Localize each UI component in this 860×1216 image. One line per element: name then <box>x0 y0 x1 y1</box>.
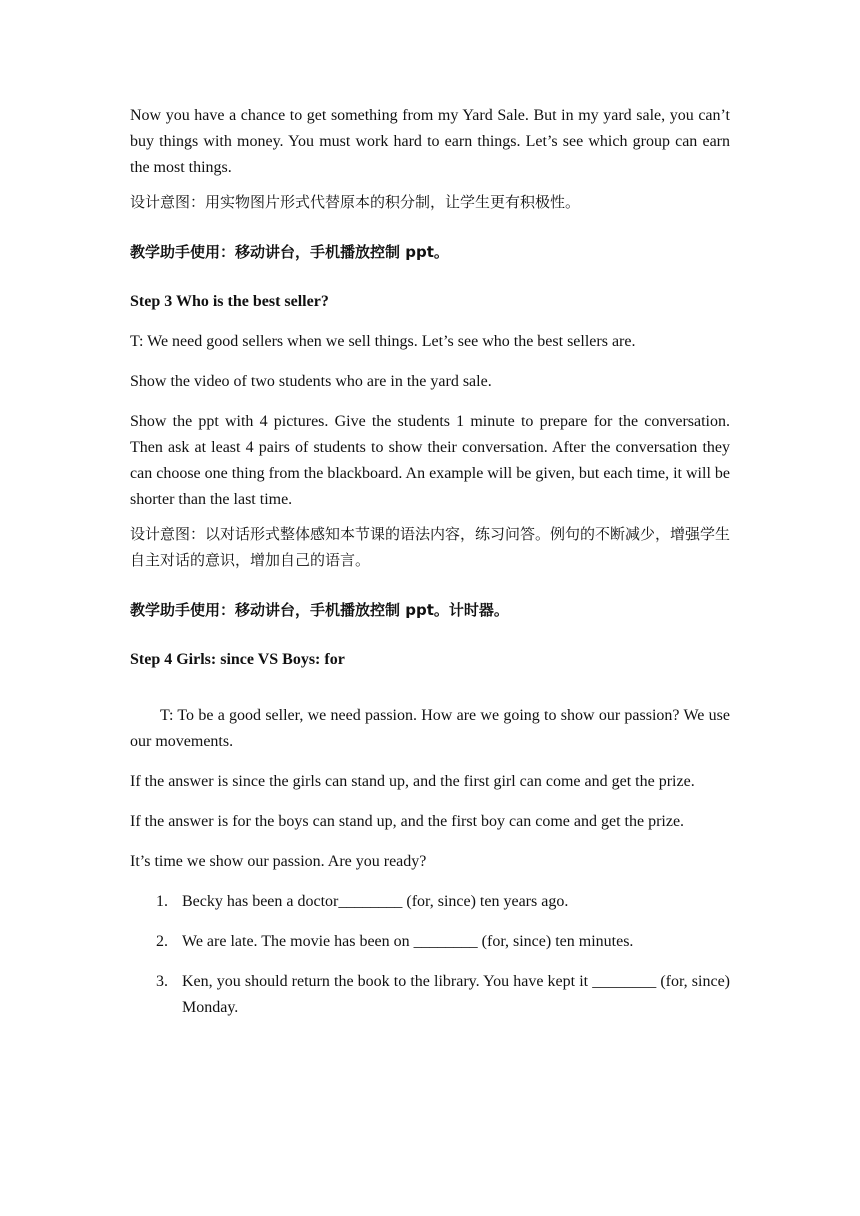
step-4-heading: Step 4 Girls: since VS Boys: for <box>130 651 345 668</box>
list-item <box>130 969 730 1021</box>
teacher-line-sellers: T: We need good sellers when we sell things. Let’s see who the best sellers are. <box>130 333 636 350</box>
document-page <box>130 103 730 1021</box>
list-item-number: 1. <box>156 893 168 910</box>
list-item <box>130 929 730 955</box>
design-intent-note: 设计意图：用实物图片形式代替原本的积分制，让学生更有积极性。 <box>130 193 581 211</box>
design-intent-note-2: 设计意图：以对话形式整体感知本节课的语法内容，练习问答。例句的不断减少，增强学生自主对话的意识，增加自己的语言。 <box>130 525 731 569</box>
intro-paragraph: Now you have a chance to get something from my Yard Sale. But in my yard sale, you can’t buy things with money. You must work hard to earn things. Let’s see which group can earn the most things. <box>130 107 730 176</box>
list-item-number: 3. <box>156 973 168 990</box>
list-item-text: Ken, you should return the book to the library. You have kept it ________ (for, since) Monday. <box>182 973 730 1016</box>
conversation-instruction: Show the ppt with 4 pictures. Give the students 1 minute to prepare for the conversation. Then ask at least 4 pairs of students to show their conversation. After the conversation they can choose one thing from the blackboard. An example will be given, but each time, it will be shorter than the last time. <box>130 413 730 508</box>
list-item-text: Becky has been a doctor________ (for, since) ten years ago. <box>182 893 569 910</box>
ready-prompt: It’s time we show our passion. Are you ready? <box>130 853 427 870</box>
list-item-text: We are late. The movie has been on ________ (for, since) ten minutes. <box>182 933 634 950</box>
video-instruction: Show the video of two students who are in the yard sale. <box>130 373 492 390</box>
exercise-list <box>130 889 730 1021</box>
teacher-line-passion: T: To be a good seller, we need passion. How are we going to show our passion? We use our movements. <box>130 707 730 750</box>
teaching-assistant-note-2: 教学助手使用：移动讲台，手机播放控制 ppt。计时器。 <box>130 601 509 619</box>
list-item-number: 2. <box>156 933 168 950</box>
step-3-heading: Step 3 Who is the best seller? <box>130 293 329 310</box>
since-rule: If the answer is since the girls can stand up, and the first girl can come and get the prize. <box>130 773 695 790</box>
for-rule: If the answer is for the boys can stand up, and the first boy can come and get the prize. <box>130 813 685 830</box>
list-item <box>130 889 730 915</box>
teaching-assistant-note: 教学助手使用：移动讲台，手机播放控制 ppt。 <box>130 243 449 261</box>
